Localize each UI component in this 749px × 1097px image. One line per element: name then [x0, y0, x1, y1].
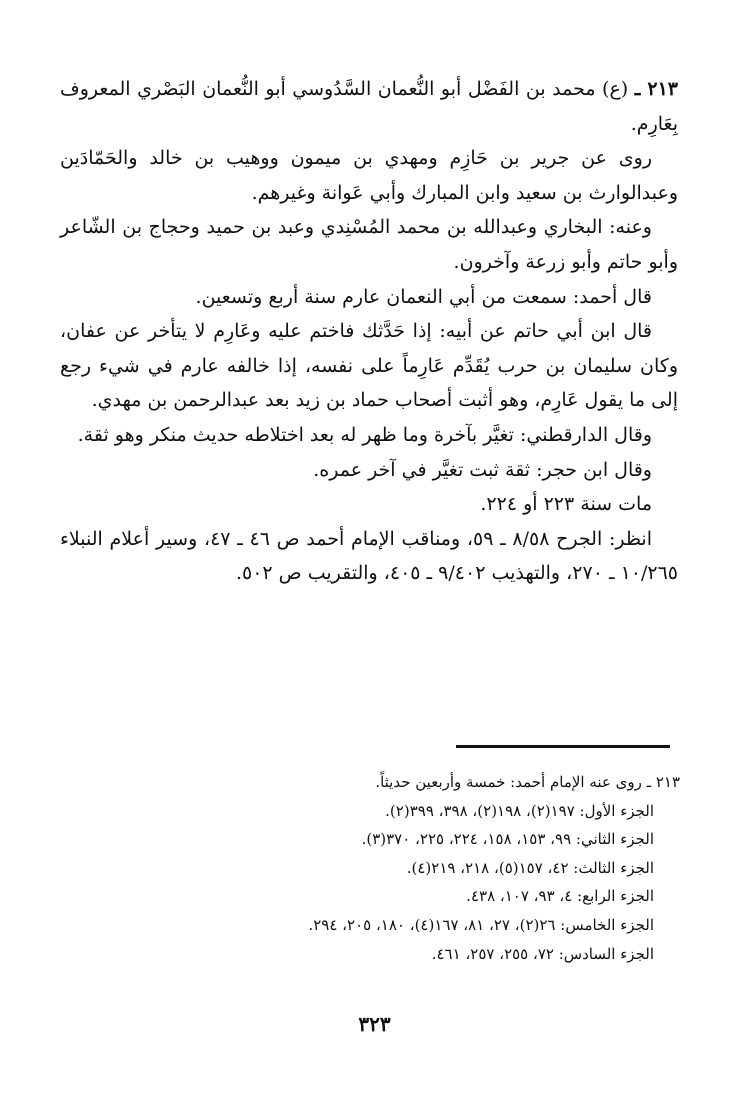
narrators-paragraph: وعنه: البخاري وعبدالله بن محمد المُسْنِدي وعبد بن حميد وحجاج بن الشّاعر وأبو حاتم وأبو زرعة وآخرون.	[60, 216, 678, 273]
entry-heading	[60, 72, 678, 141]
daraqutni-paragraph: وقال الدارقطني: تغيَّر بآخرة وما ظهر له بعد اختلاطه حديث منكر وهو ثقة.	[77, 423, 652, 446]
biography-entry	[60, 72, 678, 591]
footnote-part-3: الجزء الثالث: ٤٢، ١٥٧(٥)، ٢١٨، ٢١٩(٤).	[406, 858, 654, 877]
footnote-part-4: الجزء الرابع: ٤، ٩٣، ١٠٧، ٤٣٨.	[466, 887, 654, 906]
death-year-paragraph: مات سنة ٢٢٣ أو ٢٢٤.	[480, 493, 652, 516]
footnote-separator	[456, 745, 670, 748]
narrated-from-paragraph: روى عن جرير بن حَازِم ومهدي بن ميمون ووهيب بن خالد والحَمّادَين وعبدالوارث بن سعيد وابن المبارك وأبي عَوانة وغيرهم.	[60, 147, 678, 204]
footnote-part-6: الجزء السادس: ٧٢، ٢٥٥، ٢٥٧، ٤٦١.	[431, 944, 654, 963]
footnote-intro: ٢١٣ ـ روى عنه الإمام أحمد: خمسة وأربعين حديثاً.	[375, 773, 680, 791]
footnotes	[150, 768, 680, 968]
references-paragraph: انظر: الجرح ٨/٥٨ ـ ٥٩، ومناقب الإمام أحمد ص ٤٦ ـ ٤٧، وسير أعلام النبلاء ١٠/٢٦٥ ـ ٢٧٠، والتهذيب ٩/٤٠٢ ـ ٤٠٥، والتقريب ص ٥٠٢.	[60, 527, 678, 585]
footnote-part-1: الجزء الأول: ١٩٧(٢)، ١٩٨(٢)، ٣٩٨، ٣٩٩(٢).	[385, 801, 654, 820]
page-number: ٣٢٣	[358, 1012, 391, 1036]
footnote-part-2: الجزء الثاني: ٩٩، ١٥٣، ١٥٨، ٢٢٤، ٢٢٥، ٣٧٠(٣).	[361, 830, 654, 849]
ahmad-quote-paragraph: قال أحمد: سمعت من أبي النعمان عارم سنة أربع وتسعين.	[195, 285, 652, 308]
entry-title: (ع) محمد بن الفَضْل أبو النُّعمان السَّدُوسي أبو النُّعمان البَصْري المعروف بِعَارِم.	[60, 78, 678, 135]
ibn-hajar-paragraph: وقال ابن حجر: ثقة ثبت تغيَّر في آخر عمره.	[313, 458, 652, 481]
footnote-part-5: الجزء الخامس: ٢٦(٢)، ٢٧، ٨١، ١٦٧(٤)، ١٨٠، ٢٠٥، ٢٩٤.	[308, 915, 654, 934]
entry-number: ٢١٣ ـ	[634, 78, 678, 100]
ibn-abi-hatim-paragraph: قال ابن أبي حاتم عن أبيه: إذا حَدَّثك فاختم عليه وعَارِم لا يتأخر عن عفان، وكان سليمان بن حرب يُقَدِّم عَارِماً على نفسه، إذا خالفه عارم في شيء رجع إلى ما يقول عَارِم، وهو أثبت أصحاب حماد بن زيد بعد عبدالرحمن بن مهدي.	[60, 320, 678, 412]
